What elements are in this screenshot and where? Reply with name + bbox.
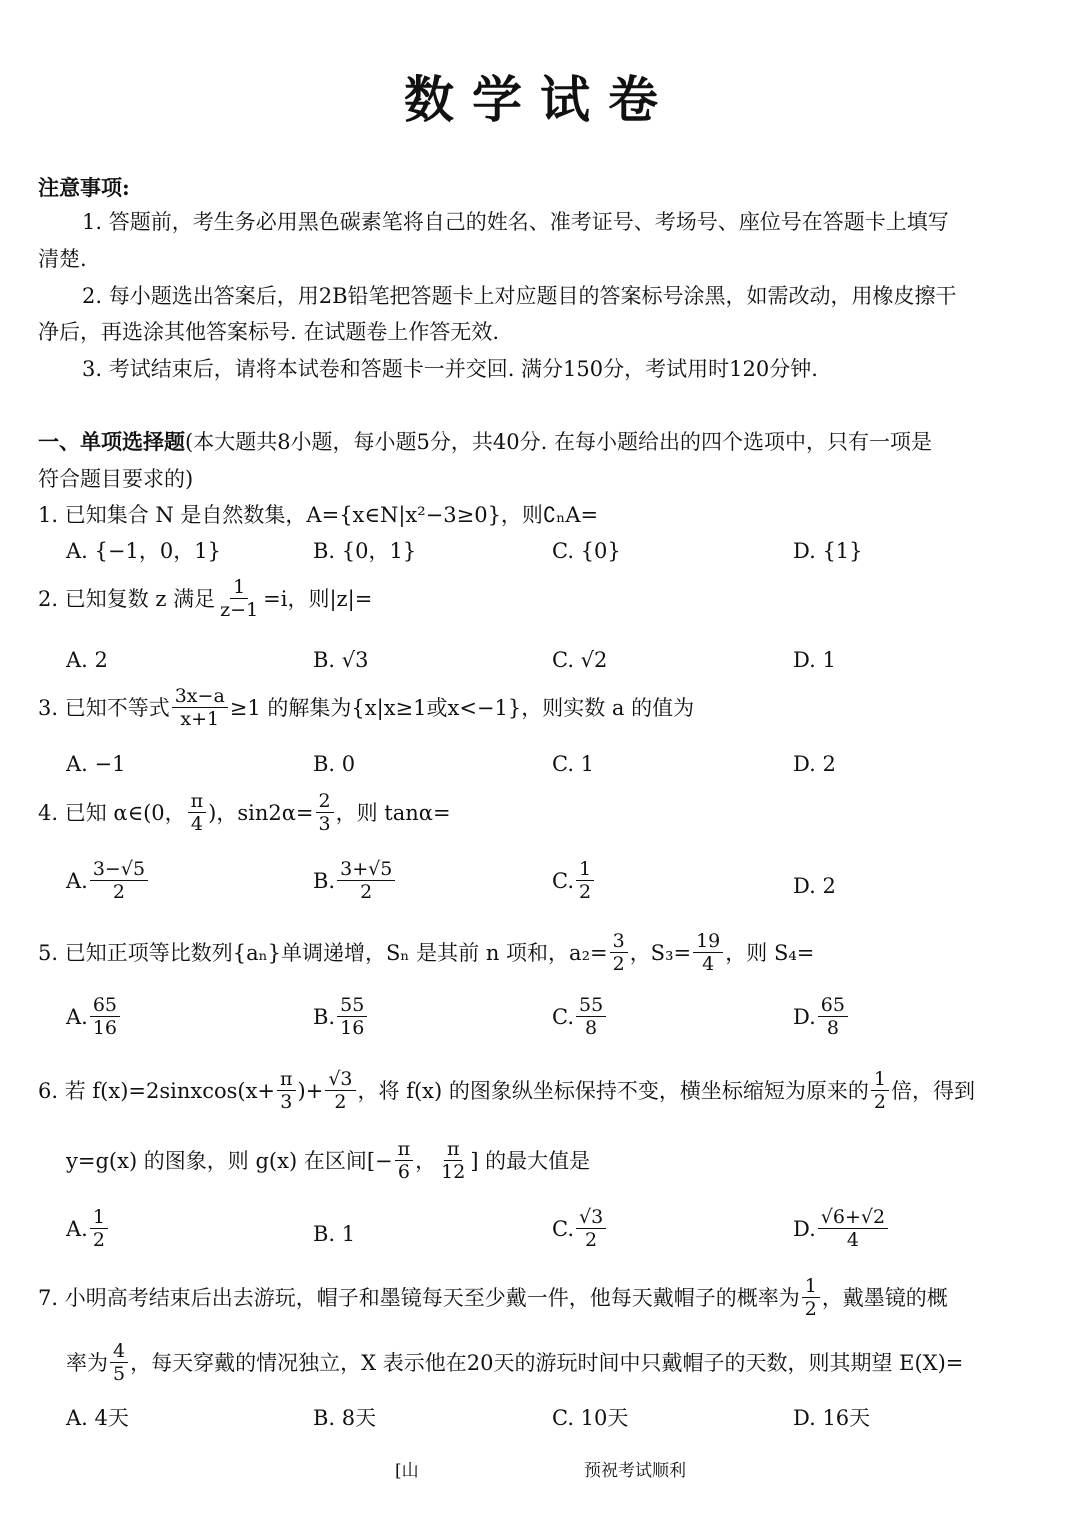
q5-option-d — [793, 994, 850, 1039]
note-line-3: 2. 每小题选出答案后，用2B铅笔把答题卡上对应题目的答案标号涂黑，如需改动，用橡皮擦干 — [82, 284, 957, 308]
q3-option-c: C. 1 — [552, 752, 595, 776]
q6-option-b-value: 1 — [341, 1222, 356, 1246]
q4-option-d-value: 2 — [822, 874, 836, 898]
q6-frac2-den: 2 — [334, 1091, 347, 1113]
q3-option-b: B. 0 — [313, 752, 356, 776]
q7-frac1-den: 2 — [804, 1298, 817, 1320]
q4-option-b-label: B. — [313, 868, 336, 893]
q5-option-b-fraction — [337, 994, 367, 1039]
q5-post: ，则 S₄= — [725, 940, 815, 965]
q4-option-a-label: A. — [66, 868, 88, 893]
q5-option-a-den: 16 — [92, 1017, 118, 1039]
q2-frac-num: 1 — [230, 576, 248, 599]
note-line-5: 3. 考试结束后，请将本试卷和答题卡一并交回. 满分150分，考试用时120分钟. — [82, 357, 818, 381]
q6-stem-line-2 — [66, 1138, 590, 1183]
q4-option-d-label: D. — [793, 874, 816, 898]
q4-option-b — [313, 858, 397, 903]
q4-option-c-num: 1 — [576, 858, 594, 881]
q3-option-d: D. 2 — [793, 752, 836, 776]
q4-pre: 4. 已知 α∈(0， — [38, 800, 186, 825]
q7-option-a: A. 4天 — [66, 1406, 129, 1430]
q6-option-b-label: B. — [313, 1222, 336, 1246]
q6-option-c — [552, 1206, 608, 1251]
q5-option-a — [66, 994, 122, 1039]
q3-pre: 3. 已知不等式 — [38, 695, 170, 720]
q6-frac1-num: π — [277, 1068, 296, 1091]
q6-fraction-2 — [325, 1068, 355, 1113]
q5-mid: ，S₃= — [629, 940, 692, 965]
q1-option-b: B. {0，1} — [313, 539, 417, 563]
q6-frac2-num: √3 — [325, 1068, 355, 1091]
q2-fraction — [217, 576, 261, 621]
q6-option-c-label: C. — [552, 1216, 574, 1241]
q5-frac2-den: 4 — [702, 953, 715, 975]
q7-option-c: C. 10天 — [552, 1406, 629, 1430]
q4-option-b-den: 2 — [360, 881, 373, 903]
q3-fraction — [172, 685, 228, 730]
q6-frac4-den: 6 — [397, 1161, 410, 1183]
q7-line2-pre: 率为 — [66, 1350, 108, 1375]
q5-option-c-fraction — [576, 994, 606, 1039]
q3-post: ≥1 的解集为{x|x≥1或x<−1}，则实数 a 的值为 — [229, 695, 695, 720]
q7-option-b: B. 8天 — [313, 1406, 377, 1430]
q6-frac5-num: π — [444, 1138, 463, 1161]
q4-option-a-fraction — [90, 858, 148, 903]
note-line-1: 1. 答题前，考生务必用黑色碳素笔将自己的姓名、准考证号、考场号、座位号在答题卡上填写 — [82, 210, 949, 234]
q5-option-d-label: D. — [793, 1004, 816, 1029]
q6-frac1-den: 3 — [280, 1091, 293, 1113]
q5-fraction-1 — [610, 930, 628, 975]
q7-stem-line-2 — [66, 1340, 963, 1385]
q4-option-d — [793, 872, 836, 900]
q6-frac4-num: π — [395, 1138, 414, 1161]
q5-option-c — [552, 994, 608, 1039]
q4-post: ，则 tanα= — [335, 800, 451, 825]
note-line-2: 清楚. — [38, 247, 87, 271]
q4-option-b-num: 3+√5 — [337, 858, 395, 881]
page-title: 数学试卷 — [404, 70, 676, 129]
q4-fraction-2 — [316, 790, 334, 835]
q6-option-d-label: D. — [793, 1216, 816, 1241]
q2-stem — [38, 576, 372, 621]
q5-fraction-2 — [693, 930, 723, 975]
q5-frac1-den: 2 — [612, 953, 625, 975]
q6-option-a-num: 1 — [90, 1206, 108, 1229]
q4-stem — [38, 790, 451, 835]
q3-option-a: A. −1 — [66, 752, 126, 776]
q2-frac-den: z−1 — [220, 599, 259, 621]
q5-option-b-num: 55 — [337, 994, 367, 1017]
q1-option-a: A. {−1，0，1} — [66, 539, 221, 563]
q2-option-b: B. √3 — [313, 648, 369, 672]
q6-mid2: ，将 f(x) 的图象纵坐标保持不变，横坐标缩短为原来的 — [357, 1078, 869, 1103]
q1-option-c: C. {0} — [552, 539, 621, 563]
q6-fraction-4 — [395, 1138, 414, 1183]
note-line-4: 净后，再选涂其他答案标号. 在试题卷上作答无效. — [38, 320, 500, 344]
q7-fraction-2 — [110, 1340, 128, 1385]
q7-fraction-1 — [802, 1275, 820, 1320]
q4-option-c-den: 2 — [579, 881, 592, 903]
q6-line2-mid: ， — [415, 1148, 437, 1173]
q3-stem — [38, 685, 694, 730]
footer-message: 预祝考试顺利 — [584, 1461, 686, 1481]
q4-fraction-1 — [188, 790, 207, 835]
q5-option-b — [313, 994, 369, 1039]
q6-frac5-den: 12 — [441, 1161, 466, 1183]
q7-option-d: D. 16天 — [793, 1406, 871, 1430]
q6-fraction-3 — [871, 1068, 889, 1113]
q6-stem-line-1 — [38, 1068, 975, 1113]
q6-mid1: )+ — [297, 1078, 324, 1103]
q4-option-c — [552, 858, 596, 903]
q4-option-a — [66, 858, 150, 903]
q6-option-c-den: 2 — [585, 1229, 598, 1251]
q6-option-a-fraction — [90, 1206, 108, 1251]
q4-option-a-num: 3−√5 — [90, 858, 148, 881]
q3-frac-den: x+1 — [180, 708, 220, 730]
q6-option-c-fraction — [576, 1206, 606, 1251]
q6-option-a-label: A. — [66, 1216, 88, 1241]
q6-fraction-1 — [277, 1068, 296, 1113]
q2-post: =i，则|z|= — [263, 586, 373, 611]
q7-frac2-num: 4 — [110, 1340, 128, 1363]
q6-option-a — [66, 1206, 110, 1251]
q6-option-a-den: 2 — [92, 1229, 105, 1251]
q7-frac1-num: 1 — [802, 1275, 820, 1298]
q5-option-d-fraction — [818, 994, 848, 1039]
q6-option-b — [313, 1220, 355, 1248]
q5-option-b-label: B. — [313, 1004, 336, 1029]
q5-pre: 5. 已知正项等比数列{aₙ}单调递增，Sₙ 是其前 n 项和，a₂= — [38, 940, 608, 965]
q5-option-d-num: 65 — [818, 994, 848, 1017]
q5-option-a-num: 65 — [90, 994, 120, 1017]
q5-stem — [38, 930, 814, 975]
q4-option-b-fraction — [337, 858, 395, 903]
section-heading-line — [38, 428, 932, 456]
notes-heading: 注意事项: — [38, 175, 130, 200]
q6-line2-pre: y=g(x) 的图象，则 g(x) 在区间[− — [66, 1148, 393, 1173]
q6-post: 倍，得到 — [890, 1078, 975, 1103]
q4-frac1-den: 4 — [190, 813, 203, 835]
q6-option-c-num: √3 — [576, 1206, 606, 1229]
q2-pre: 2. 已知复数 z 满足 — [38, 586, 216, 611]
q5-option-c-den: 8 — [585, 1017, 598, 1039]
q6-option-d-den: 4 — [846, 1229, 859, 1251]
q5-frac2-num: 19 — [693, 930, 723, 953]
section-desc-1: (本大题共8小题，每小题5分，共40分. 在每小题给出的四个选项中，只有一项是 — [185, 430, 932, 454]
q5-option-c-num: 55 — [576, 994, 606, 1017]
q4-option-c-fraction — [576, 858, 594, 903]
section-heading: 一、单项选择题 — [38, 429, 185, 454]
q4-option-a-den: 2 — [112, 881, 125, 903]
q7-pre: 7. 小明高考结束后出去游玩，帽子和墨镜每天至少戴一件，他每天戴帽子的概率为 — [38, 1285, 800, 1310]
q4-mid: )，sin2α= — [208, 800, 314, 825]
q5-option-b-den: 16 — [340, 1017, 365, 1039]
q2-option-c: C. √2 — [552, 648, 608, 672]
q2-option-a: A. 2 — [66, 648, 108, 672]
footer-left: [山 — [395, 1461, 419, 1481]
q3-frac-num: 3x−a — [172, 685, 228, 708]
q6-frac3-den: 2 — [873, 1091, 886, 1113]
q5-option-a-fraction — [90, 994, 120, 1039]
q5-option-a-label: A. — [66, 1004, 88, 1029]
q6-option-d-num: √6+√2 — [818, 1206, 888, 1229]
q4-frac2-den: 3 — [318, 813, 331, 835]
q6-pre: 6. 若 f(x)=2sinxcos(x+ — [38, 1078, 276, 1103]
q7-stem-line-1 — [38, 1275, 948, 1320]
q4-frac1-num: π — [188, 790, 207, 813]
q6-fraction-5 — [438, 1138, 468, 1183]
q5-option-d-den: 8 — [826, 1017, 839, 1039]
q5-frac1-num: 3 — [610, 930, 628, 953]
q1-option-d: D. {1} — [793, 539, 863, 563]
q7-post: ，戴墨镜的概 — [821, 1285, 948, 1310]
q4-option-c-label: C. — [552, 868, 574, 893]
q6-line2-post: ] 的最大值是 — [470, 1148, 591, 1173]
section-desc-2: 符合题目要求的) — [38, 467, 194, 491]
q6-option-d — [793, 1206, 890, 1251]
q4-frac2-num: 2 — [316, 790, 334, 813]
q6-option-d-fraction — [818, 1206, 888, 1251]
q7-frac2-den: 5 — [113, 1363, 126, 1385]
q2-option-d: D. 1 — [793, 648, 836, 672]
q1-stem: 1. 已知集合 N 是自然数集，A={x∈N|x²−3≥0}，则∁ₙA= — [38, 503, 599, 527]
q7-line2-post: ，每天穿戴的情况独立，X 表示他在20天的游玩时间中只戴帽子的天数，则其期望 E(X)= — [130, 1350, 964, 1375]
q5-option-c-label: C. — [552, 1004, 574, 1029]
q6-frac3-num: 1 — [871, 1068, 889, 1091]
